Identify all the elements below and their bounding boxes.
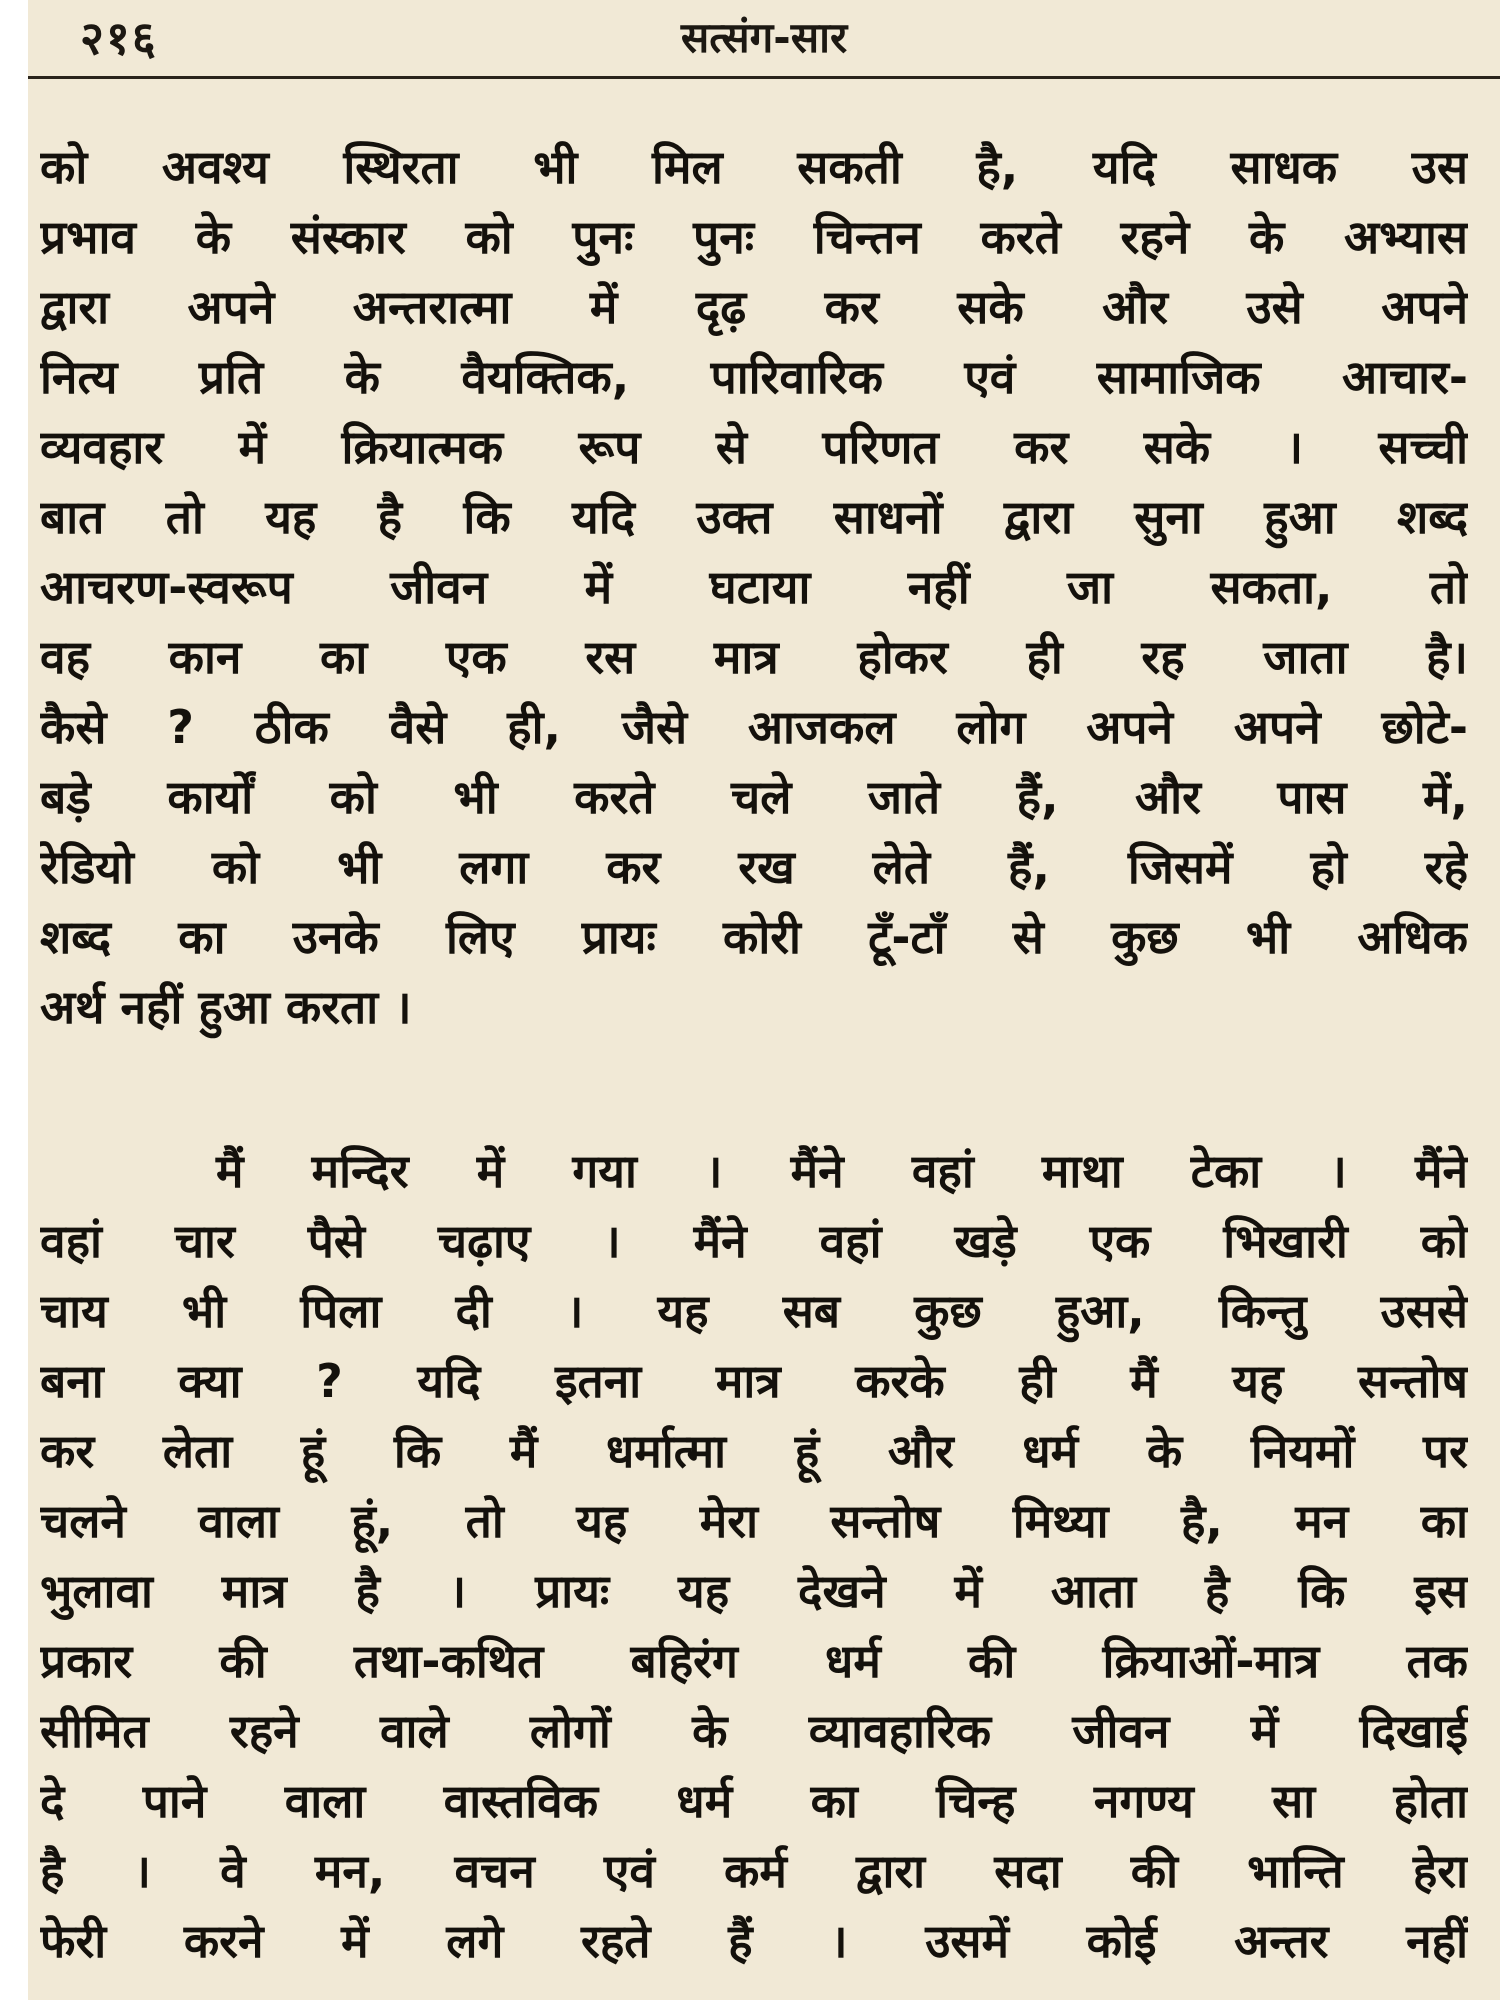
paragraph-2 — [40, 1136, 1468, 1976]
text-line: भुलावा मात्र है । प्रायः यह देखने में आता है कि इस — [40, 1564, 1468, 1618]
text-line: प्रकार की तथा-कथित बहिरंग धर्म की क्रियाओं-मात्र तक — [40, 1634, 1468, 1688]
running-title: सत्संग-सार — [680, 13, 848, 62]
header-rule — [28, 76, 1500, 79]
text-line: व्यवहार में क्रियात्मक रूप से परिणत कर सके । सच्ची — [40, 420, 1468, 474]
page-body — [40, 132, 1468, 1976]
text-line: चाय भी पिला दी । यह सब कुछ हुआ, किन्तु उससे — [40, 1284, 1468, 1338]
paragraph-1 — [40, 132, 1468, 1042]
text-line: आचरण-स्वरूप जीवन में घटाया नहीं जा सकता, तो — [40, 560, 1468, 614]
text-line: शब्द का उनके लिए प्रायः कोरी टूँ-टाँ से कुछ भी अधिक — [40, 910, 1468, 964]
text-line: द्वारा अपने अन्तरात्मा में दृढ़ कर सके और उसे अपने — [40, 280, 1468, 334]
text-line: मैं मन्दिर में गया । मैंने वहां माथा टेका । मैंने — [216, 1144, 1468, 1198]
text-line: प्रभाव के संस्कार को पुनः पुनः चिन्तन करते रहने के अभ्यास — [40, 210, 1468, 264]
text-line: कर लेता हूं कि मैं धर्मात्मा हूं और धर्म के नियमों पर — [40, 1424, 1468, 1478]
text-line: चलने वाला हूं, तो यह मेरा सन्तोष मिथ्या है, मन का — [40, 1494, 1468, 1548]
paragraph-gap — [40, 1042, 1468, 1136]
text-line: वहां चार पैसे चढ़ाए । मैंने वहां खड़े एक भिखारी को — [40, 1214, 1468, 1268]
text-line: बात तो यह है कि यदि उक्त साधनों द्वारा सुना हुआ शब्द — [40, 490, 1468, 544]
text-line: सीमित रहने वाले लोगों के व्यावहारिक जीवन में दिखाई — [40, 1704, 1468, 1758]
text-line: फेरी करने में लगे रहते हैं । उसमें कोई अन्तर नहीं — [40, 1914, 1468, 1968]
page-number: २१६ — [80, 11, 158, 65]
text-line: कैसे ? ठीक वैसे ही, जैसे आजकल लोग अपने अपने छोटे- — [40, 700, 1468, 754]
text-line: दे पाने वाला वास्तविक धर्म का चिन्ह नगण्य सा होता — [40, 1774, 1468, 1828]
text-line: है । वे मन, वचन एवं कर्म द्वारा सदा की भान्ति हेरा — [40, 1844, 1468, 1898]
text-line: अर्थ नहीं हुआ करता । — [40, 980, 412, 1034]
text-line: बड़े कार्यों को भी करते चले जाते हैं, और पास में, — [40, 770, 1468, 824]
text-line: रेडियो को भी लगा कर रख लेते हैं, जिसमें हो रहे — [40, 840, 1468, 894]
text-line: बना क्या ? यदि इतना मात्र करके ही मैं यह सन्तोष — [40, 1354, 1468, 1408]
text-line: नित्य प्रति के वैयक्तिक, पारिवारिक एवं सामाजिक आचार- — [40, 350, 1468, 404]
text-line: वह कान का एक रस मात्र होकर ही रह जाता है। — [40, 630, 1468, 684]
scan-margin — [0, 0, 28, 2000]
page-header — [28, 0, 1500, 78]
text-line: को अवश्य स्थिरता भी मिल सकती है, यदि साधक उस — [40, 140, 1468, 194]
